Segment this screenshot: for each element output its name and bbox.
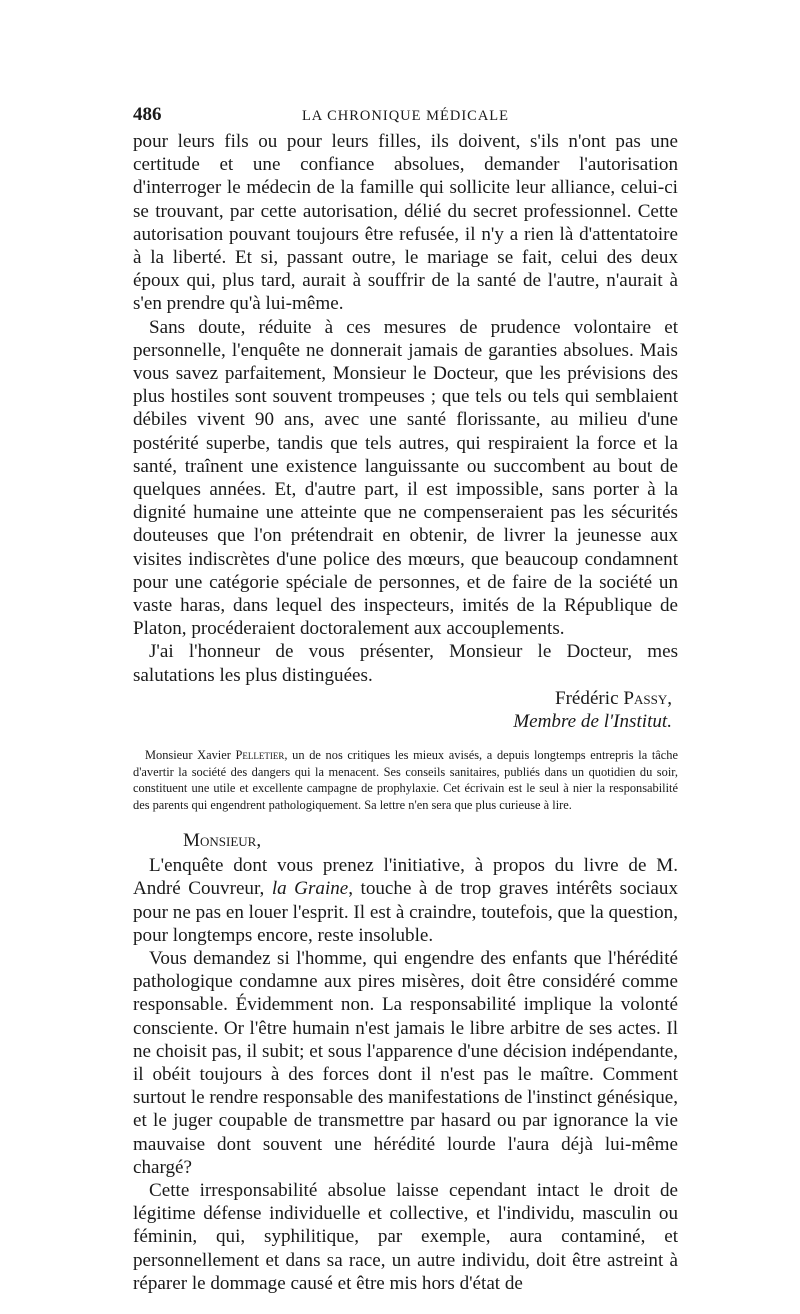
signature [133,687,678,710]
book-page [133,104,678,1295]
editor-note-text-1: Monsieur Xavier [145,748,236,763]
letter2-p1-text-b: , touche à de trop graves intérêts sociaux pour ne pas en louer l'esprit. Il est à craindre, toutefois, que la question, pour longtemps encore, reste insoluble. [133,878,678,946]
running-title: LA CHRONIQUE MÉDICALE [301,108,510,124]
editor-note-name: Pelletier [235,748,285,763]
letter1-paragraph-1: pour leurs fils ou pour leurs filles, ils doivent, s'ils n'ont pas une certitude et une confiance absolues, demander l'autorisation d'interroger le médecin de la famille qui sollicite leur alliance, celui-ci se trouvant, par cette autorisation, délié du secret professionnel. Cette autorisation pouvant toujours être refusée, il n'y a rien là d'attentatoire à la liberté. Et si, passant outre, le mariage se fait, celui des deux époux qui, plus tard, aurait à souffrir de la santé de l'autre, n'aurait à s'en prendre qu'à lui-même. [133,131,678,315]
letter2-paragraph-3: Cette irresponsabilité absolue laisse cependant intact le droit de légitime défense individuelle et collective, et l'individu, masculin ou féminin, qui, syphilitique, par exemple, aura contaminé, et personnellement et dans sa race, un autre individu, doit être astreint à réparer le dommage causé et être mis hors d'état de [133,1179,678,1294]
signature-last-name: Passy, [623,687,672,709]
letter2-paragraph-2: Vous demandez si l'homme, qui engendre des enfants que l'hérédité pathologique condamne aux pires misères, doit être considéré comme responsable. Évidemment non. La responsabilité implique la volonté consciente. Or l'être humain n'est jamais le libre arbitre de ses actes. Il ne choisit pas, il subit; et sous l'apparence d'une décision indépendante, il obéit toujours à des forces dont il n'est pas le maître. Comment surtout le rendre responsable des manifestations de l'instinct génésique, et le juger coupable de transmettre par hasard ou par ignorance la vie mauvaise dont souvent une hérédité lourde l'aura déjà lui-même chargé? [133,947,678,1178]
page-number: 486 [133,104,162,125]
signature-title: Membre de l'Institut. [513,711,672,733]
editor-note-text-2: , un de nos critiques les mieux avisés, a depuis longtemps entrepris la tâche d'avertir la société des dangers qui la menacent. Ses conseils sanitaires, publiés dans un quotidien du soir, constituent une utile et excellente campagne de prophylaxie. Cet écrivain est le seul à nier la responsabilité des parents qui engendrent pathologiquement. Sa lettre n'en sera que plus curieuse à lire. [133,748,678,812]
editor-note [133,747,678,813]
letter1-paragraph-3: J'ai l'honneur de vous présenter, Monsieur le Docteur, mes salutations les plus distinguées. [133,641,678,686]
signature-first-name: Frédéric [554,687,619,709]
page-header [133,104,678,130]
letter2-salutation: Monsieur, [183,829,262,851]
book-title: la Graine [271,878,349,900]
letter1-paragraph-2: Sans doute, réduite à ces mesures de prudence volontaire et personnelle, l'enquête ne donnerait jamais de garanties absolues. Mais vous savez parfaitement, Monsieur le Docteur, que les prévisions des plus hostiles sont souvent trompeuses ; que tels ou tels qui semblaient débiles vivent 90 ans, avec une santé florissante, au milieu d'une postérité superbe, tandis que tels autres, qui respiraient la force et la santé, traînent une existence languissante ou succombent au bout de quelques années. Et, d'autre part, il est impossible, sans porter à la dignité humaine une atteinte que ne compenseraient pas les sécurités douteuses que l'on prétendrait en obtenir, de livrer la jeunesse aux visites indiscrètes d'une police des mœurs, que beaucoup condamnent pour une catégorie spéciale de personnes, et de faire de la société un vaste haras, dans lequel des inspecteurs, imités de la République de Platon, procéderaient doctoralement aux accouplements. [133,316,678,640]
letter2-p1-text-a: L'enquête dont vous prenez l'initiative, à propos du livre de M. André Couvreur, [133,855,678,900]
letter2-paragraph-1 [133,854,678,947]
